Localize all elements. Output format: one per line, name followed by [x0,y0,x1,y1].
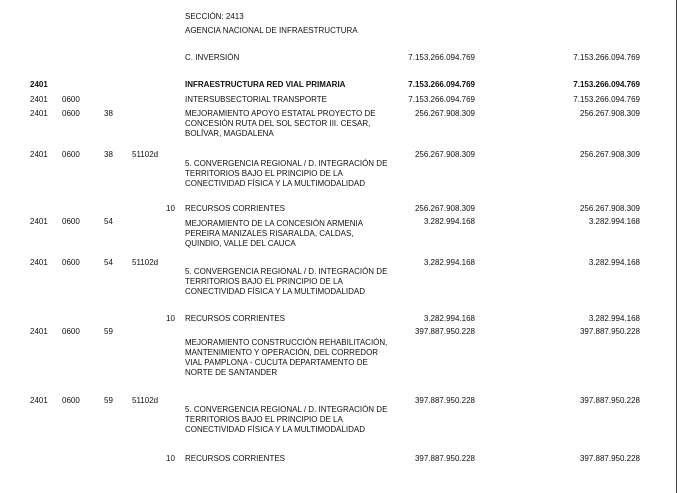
row-value-2: 3.282.994.168 [588,258,640,267]
row-value-2: 3.282.994.168 [588,314,640,323]
row-code-resource: 10 [166,454,175,463]
row-code-objective: 51102d [132,258,159,267]
row-code-subprogram: 0600 [62,109,80,118]
row-value-1: 3.282.994.168 [423,258,475,267]
row-code-subprogram: 0600 [62,396,80,405]
row-code-program: 2401 [30,80,48,89]
row-description: MEJORAMIENTO CONSTRUCCIÓN REHABILITACIÓN, MANTENIMIENTO Y OPERACIÓN, DEL CORREDOR VIAL PAMPLONA - CUCUTA DEPARTAMENTO DE NORTE DE SANTANDER [185,338,388,377]
row-code-resource: 10 [166,314,175,323]
row-code-objective: 51102d [132,150,159,159]
row-code-objective: 51102d [132,396,159,405]
row-description: MEJORAMIENTO APOYO ESTATAL PROYECTO DE CONCESIÓN RUTA DEL SOL SECTOR III. CESAR, BOLÍVAR, MAGDALENA [185,109,376,138]
row-value-2: 256.267.908.309 [579,204,640,213]
row-value-2: 397.887.950.228 [579,327,640,336]
row-value-2: 256.267.908.309 [579,109,640,118]
row-value-1: 7.153.266.094.769 [408,95,475,104]
row-value-1: 3.282.994.168 [423,217,475,226]
row-value-1: 3.282.994.168 [423,314,475,323]
row-code-subprogram: 0600 [62,95,80,104]
row-value-2: 256.267.908.309 [579,150,640,159]
row-code-subprogram: 0600 [62,217,80,226]
row-value-2: 397.887.950.228 [579,396,640,405]
row-code-project: 38 [104,109,113,118]
row-code-resource: 10 [166,204,175,213]
summary-value-1: 7.153.266.094.769 [408,53,475,62]
row-code-program: 2401 [30,327,48,336]
row-code-subprogram: 0600 [62,327,80,336]
row-code-program: 2401 [30,95,48,104]
row-value-1: 256.267.908.309 [414,150,475,159]
row-description: 5. CONVERGENCIA REGIONAL / D. INTEGRACIÓN DE TERRITORIOS BAJO EL PRINCIPIO DE LA CONECTIVIDAD FÍSICA Y LA MULTIMODALIDAD [185,267,388,296]
page-edge-line [676,0,677,493]
row-code-program: 2401 [30,258,48,267]
row-code-program: 2401 [30,396,48,405]
row-code-project: 59 [104,396,113,405]
row-code-project: 59 [104,327,113,336]
row-value-1: 7.153.266.094.769 [408,80,475,89]
row-description: INTERSUBSECTORIAL TRANSPORTE [185,95,327,104]
row-code-project: 38 [104,150,113,159]
row-code-project: 54 [104,217,113,226]
row-value-1: 397.887.950.228 [414,454,475,463]
row-code-project: 54 [104,258,113,267]
row-description: MEJORAMIENTO DE LA CONCESIÓN ARMENIA PEREIRA MANIZALES RISARALDA, CALDAS, QUINDIO, VALLE DEL CAUCA [185,219,363,248]
summary-label: C. INVERSIÓN [185,53,240,62]
row-value-2: 397.887.950.228 [579,454,640,463]
row-description: 5. CONVERGENCIA REGIONAL / D. INTEGRACIÓN DE TERRITORIOS BAJO EL PRINCIPIO DE LA CONECTIVIDAD FÍSICA Y LA MULTIMODALIDAD [185,159,388,188]
row-value-2: 7.153.266.094.769 [573,80,640,89]
row-value-2: 7.153.266.094.769 [573,95,640,104]
row-value-2: 3.282.994.168 [588,217,640,226]
row-code-program: 2401 [30,150,48,159]
section-title: SECCIÓN: 2413 [185,12,244,21]
row-value-1: 256.267.908.309 [414,204,475,213]
row-value-1: 256.267.908.309 [414,109,475,118]
summary-value-2: 7.153.266.094.769 [573,53,640,62]
row-code-program: 2401 [30,217,48,226]
row-description: RECURSOS CORRIENTES [185,204,286,213]
row-value-1: 397.887.950.228 [414,396,475,405]
row-description: 5. CONVERGENCIA REGIONAL / D. INTEGRACIÓN DE TERRITORIOS BAJO EL PRINCIPIO DE LA CONECTIVIDAD FÍSICA Y LA MULTIMODALIDAD [185,405,388,434]
row-description: RECURSOS CORRIENTES [185,314,286,323]
row-code-program: 2401 [30,109,48,118]
row-code-subprogram: 0600 [62,150,80,159]
row-code-subprogram: 0600 [62,258,80,267]
row-description: RECURSOS CORRIENTES [185,454,286,463]
agency-name: AGENCIA NACIONAL DE INFRAESTRUCTURA [185,26,358,35]
row-description: INFRAESTRUCTURA RED VIAL PRIMARIA [185,80,346,89]
row-value-1: 397.887.950.228 [414,327,475,336]
